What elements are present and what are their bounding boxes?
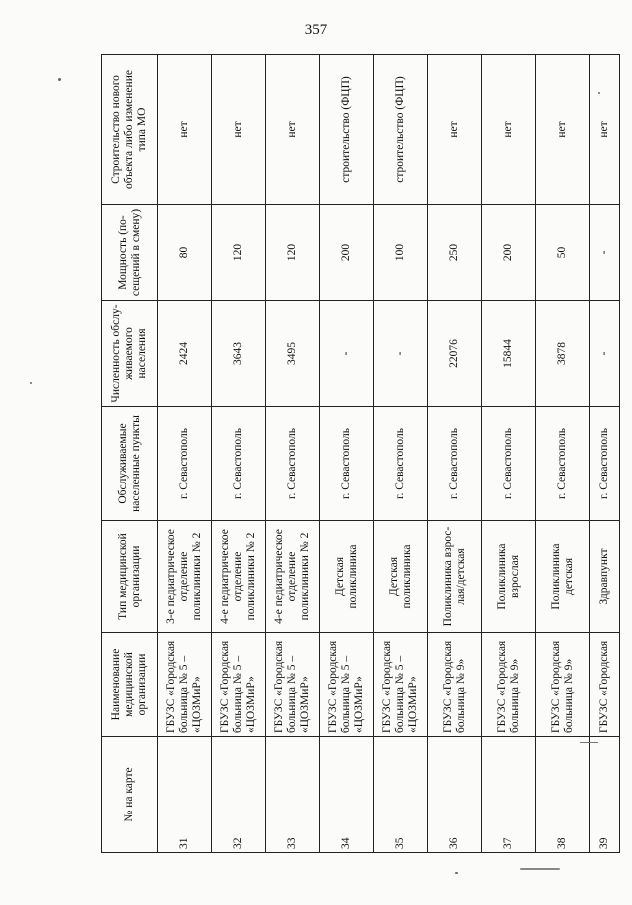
header-cell: Наименование медицинской организации [102,633,158,737]
map-number-cell: 32 [212,737,266,853]
organization-cell: ГБУЗС «Городская больница № 5 – «ЦОЗМиР» [212,633,266,737]
construction-cell: нет [536,55,590,205]
capacity-cell: - [590,205,620,301]
scan-speck [455,872,458,874]
type-cell: 4-е педиатрическое отделение поликлиники № 2 [266,521,320,633]
population-cell: - [374,301,428,407]
table-row [590,55,620,853]
type-cell: Поликлиника детская [536,521,590,633]
scan-speck [580,742,598,743]
scan-speck [58,78,61,81]
organization-cell: ГБУЗС «Городская больница № 9» [428,633,482,737]
capacity-cell: 80 [158,205,212,301]
population-cell: - [320,301,374,407]
header-cell: № на карте [102,737,158,853]
page-number: 357 [304,22,328,38]
organization-cell: ГБУЗС «Городская больница № 9» [536,633,590,737]
locality-cell: г. Севастополь [266,407,320,521]
locality-cell: г. Севастополь [212,407,266,521]
capacity-cell: 120 [212,205,266,301]
population-cell: - [590,301,620,407]
map-number-cell: 35 [374,737,428,853]
header-cell: Тип медицинской организации [102,521,158,633]
table-container [101,55,611,853]
construction-cell: строительство (ФЦП) [320,55,374,205]
capacity-cell: 120 [266,205,320,301]
type-cell: 4-е педиатрическое отделение поликлиники № 2 [212,521,266,633]
population-cell: 3878 [536,301,590,407]
map-number-cell: 37 [482,737,536,853]
locality-cell: г. Севастополь [320,407,374,521]
organization-cell: ГБУЗС «Городская больница № 5 – «ЦОЗМиР» [320,633,374,737]
organization-cell: ГБУЗС «Городская больница № 5 – «ЦОЗМиР» [158,633,212,737]
construction-cell: нет [158,55,212,205]
construction-cell: нет [590,55,620,205]
locality-cell: г. Севастополь [536,407,590,521]
table-row [428,55,482,853]
construction-cell: нет [482,55,536,205]
organization-cell: ГБУЗС «Городская больница № 5 – «ЦОЗМиР» [374,633,428,737]
table-row [482,55,536,853]
population-cell: 3643 [212,301,266,407]
map-number-cell: 34 [320,737,374,853]
map-number-cell: 36 [428,737,482,853]
organization-cell: ГБУЗС «Городская [590,633,620,737]
capacity-cell: 250 [428,205,482,301]
organization-cell: ГБУЗС «Городская больница № 9» [482,633,536,737]
map-number-cell: 38 [536,737,590,853]
table-row [266,55,320,853]
map-number-cell: 31 [158,737,212,853]
type-cell: Детская поликлиника [374,521,428,633]
population-cell: 3495 [266,301,320,407]
header-cell: Численность обслуживаемого населения [102,301,158,407]
scan-speck [598,92,600,94]
scan-speck [520,868,560,870]
table-row [158,55,212,853]
capacity-cell: 200 [320,205,374,301]
type-cell: Здравпункт [590,521,620,633]
header-cell: Обслуживаемые населенные пункты [102,407,158,521]
capacity-cell: 100 [374,205,428,301]
capacity-cell: 200 [482,205,536,301]
population-cell: 15844 [482,301,536,407]
construction-cell: нет [266,55,320,205]
header-cell: Строительство нового объекта либо изменение типа МО [102,55,158,205]
map-number-cell: 39 [590,737,620,853]
construction-cell: нет [428,55,482,205]
locality-cell: г. Севастополь [428,407,482,521]
table-row [536,55,590,853]
organization-cell: ГБУЗС «Городская больница № 5 – «ЦОЗМиР» [266,633,320,737]
header-cell: Мощность (посещений в смену) [102,205,158,301]
construction-cell: строительство (ФЦП) [374,55,428,205]
facilities-table [101,54,620,853]
map-number-cell: 33 [266,737,320,853]
table-row [320,55,374,853]
scan-speck [30,382,32,384]
table-row [374,55,428,853]
capacity-cell: 50 [536,205,590,301]
locality-cell: г. Севастополь [482,407,536,521]
header-row [102,55,158,853]
type-cell: Поликлиника взрослая/детская [428,521,482,633]
population-cell: 2424 [158,301,212,407]
population-cell: 22076 [428,301,482,407]
locality-cell: г. Севастополь [590,407,620,521]
locality-cell: г. Севастополь [374,407,428,521]
construction-cell: нет [212,55,266,205]
table-row [212,55,266,853]
type-cell: Поликлиника взрослая [482,521,536,633]
locality-cell: г. Севастополь [158,407,212,521]
type-cell: 3-е педиатрическое отделение поликлиники № 2 [158,521,212,633]
type-cell: Детская поликлиника [320,521,374,633]
